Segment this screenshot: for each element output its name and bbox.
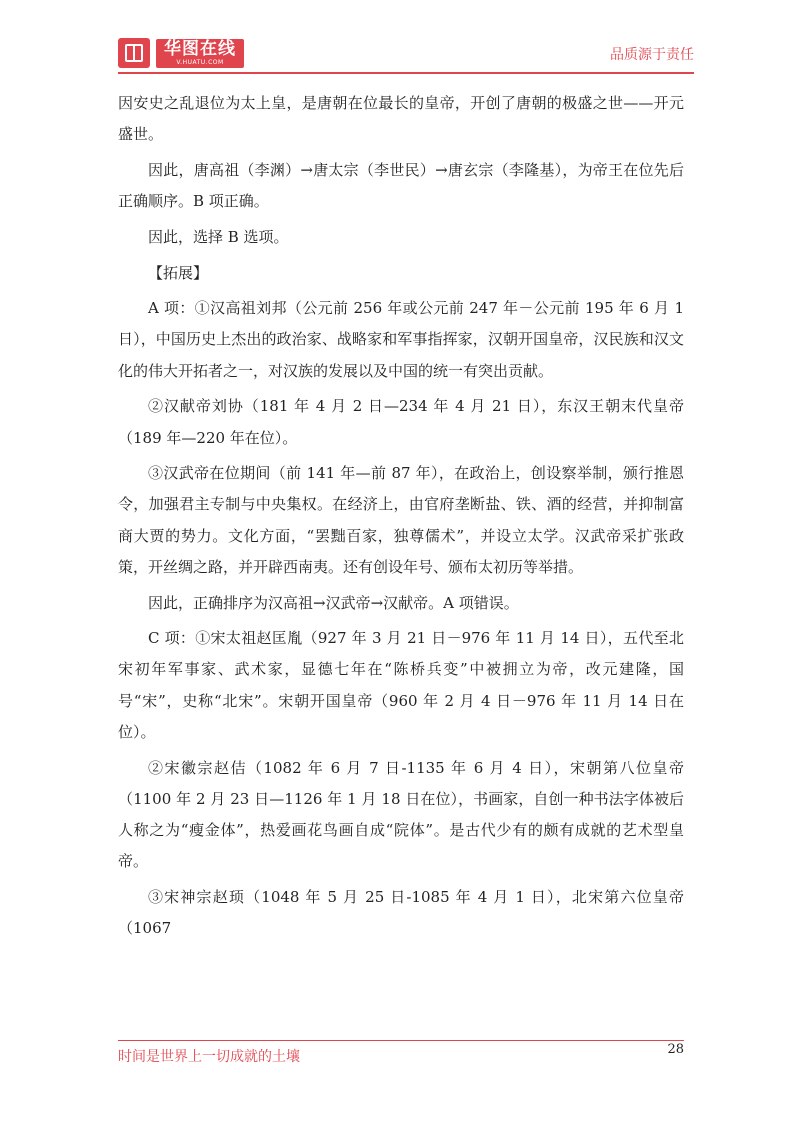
paragraph-option-c-3: ③宋神宗赵顼（1048 年 5 月 25 日-1085 年 4 月 1 日），北宋第六位皇帝（1067	[118, 887, 684, 938]
logo-mark-icon	[118, 38, 150, 68]
logo-name: 华图在线	[164, 38, 236, 59]
paragraph-3: 因此，选择 B 选项。	[148, 227, 289, 246]
logo-url: V.HUATU.COM	[176, 58, 224, 66]
paragraph-1: 因安史之乱退位为太上皇，是唐朝在位最长的皇帝，开创了唐朝的极盛之世——开元盛世。	[118, 94, 684, 144]
page-number: 28	[667, 1042, 684, 1057]
page-body	[118, 88, 684, 949]
footer-motto: 时间是世界上一切成就的土壤	[118, 1049, 300, 1065]
paragraph-2: 因此，唐高祖（李渊）→唐太宗（李世民）→唐玄宗（李隆基），为帝王在位先后正确顺序。B 项正确。	[118, 160, 684, 211]
paragraph-option-a-3: ③汉武帝在位期间（前 141 年—前 87 年），在政治上，创设察举制，颁行推恩令，加强君主专制与中央集权。在经济上，由官府垄断盐、铁、酒的经营，并抑制富商大贾的势力。文化方面，“罢黜百家，独尊儒术”，并设立太学。汉武帝采扩张政策，开丝绸之路，并开辟西南夷。还有创设年号、颁布太初历等举措。	[118, 464, 684, 576]
paragraph-option-a-2: ②汉献帝刘协（181 年 4 月 2 日—234 年 4 月 21 日），东汉王朝末代皇帝（189 年—220 年在位）。	[118, 397, 684, 447]
paragraph-option-a-conclusion: 因此，正确排序为汉高祖→汉武帝→汉献帝。A 项错误。	[148, 593, 519, 612]
huatu-logo[interactable]	[118, 38, 244, 68]
section-heading-extension: 【拓展】	[148, 263, 209, 282]
page-footer	[118, 1040, 684, 1068]
header-slogan: 品质源于责任	[610, 47, 694, 63]
paragraph-option-c-1: C 项：①宋太祖赵匡胤（927 年 3 月 21 日－976 年 11 月 14 日），五代至北宋初年军事家、武术家，显德七年在“陈桥兵变”中被拥立为帝，改元建隆，国号“宋”，史称“北宋”。宋朝开国皇帝（960 年 2 月 4 日－976 年 11 月 14 日在位）。	[118, 629, 684, 741]
footer-divider	[118, 1040, 684, 1041]
page-header	[118, 30, 694, 74]
header-divider	[118, 72, 694, 74]
paragraph-option-a-1: A 项：①汉高祖刘邦（公元前 256 年或公元前 247 年－公元前 195 年 6 月 1 日），中国历史上杰出的政治家、战略家和军事指挥家，汉朝开国皇帝，汉民族和汉文化的伟大开拓者之一，对汉族的发展以及中国的统一有突出贡献。	[118, 299, 684, 380]
logo-wordmark	[156, 39, 244, 68]
paragraph-option-c-2: ②宋徽宗赵佶（1082 年 6 月 7 日-1135 年 6 月 4 日），宋朝第八位皇帝（1100 年 2 月 23 日—1126 年 1 月 18 日在位），书画家，自创一种书法字体被后人称之为“瘦金体”，热爱画花鸟画自成“院体”。是古代少有的颇有成就的艺术型皇帝。	[118, 758, 684, 871]
